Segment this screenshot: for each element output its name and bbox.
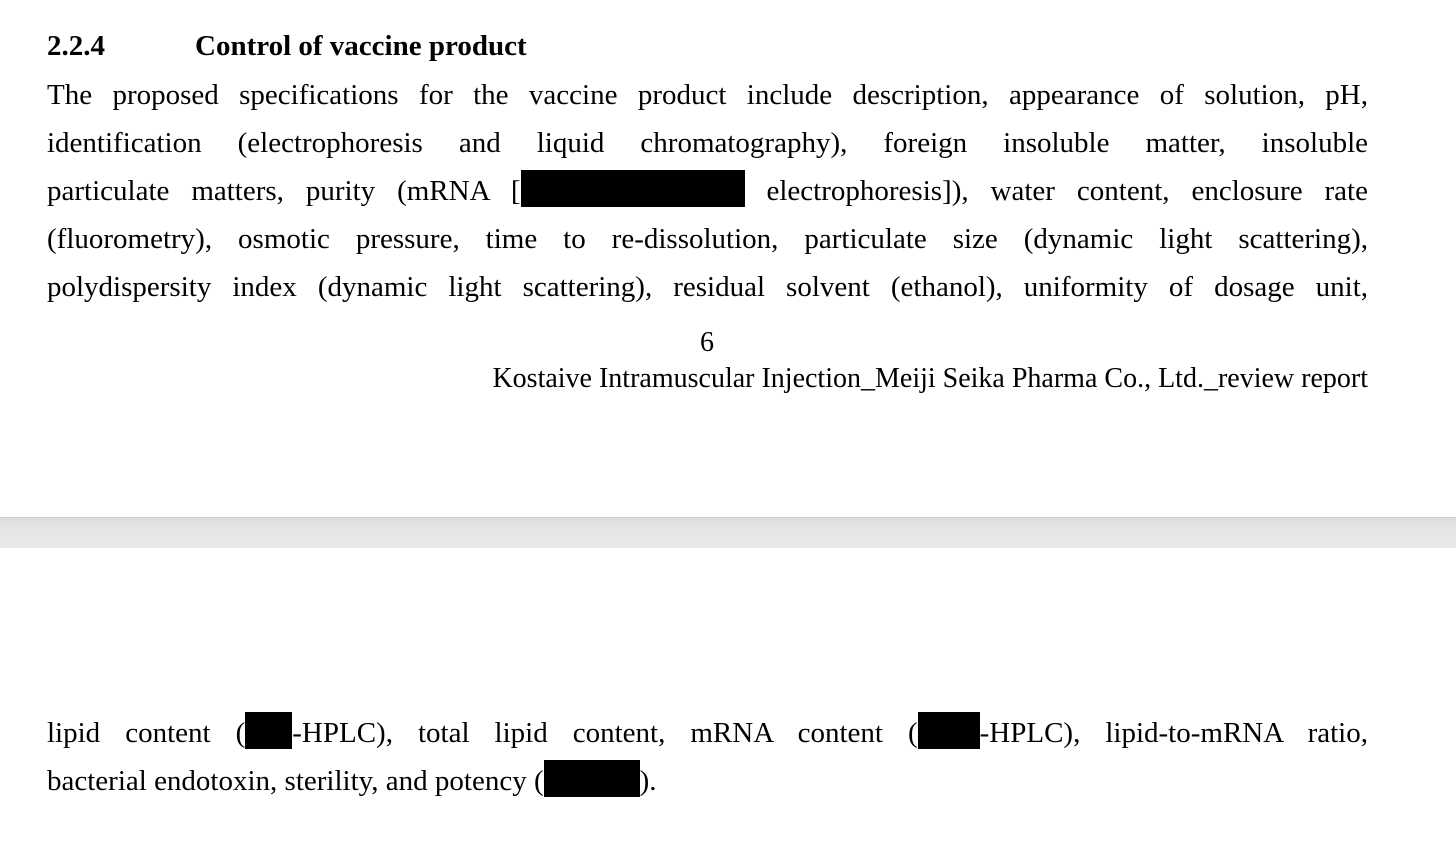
text-segment: lipid content ( — [47, 717, 246, 749]
redaction-box — [544, 760, 640, 797]
redaction-box — [918, 712, 980, 749]
paragraph-line: identification (electrophoresis and liquid chromatography), foreign insoluble matter, insoluble — [47, 127, 1368, 159]
paragraph-line: The proposed specifications for the vaccine product include description, appearance of solution, pH, — [47, 79, 1368, 111]
text-segment: ). — [639, 765, 657, 797]
page-footer: Kostaive Intramuscular Injection_Meiji Seika Pharma Co., Ltd._review report — [492, 363, 1368, 394]
redaction-box — [245, 712, 292, 749]
paragraph-line — [47, 167, 1368, 215]
document-page-2 — [0, 548, 1456, 848]
section-heading — [47, 28, 527, 64]
text-segment: -HPLC), lipid-to-mRNA ratio, — [979, 717, 1368, 749]
page-separator — [0, 517, 1456, 549]
paragraph-continuation — [47, 709, 1368, 805]
redaction-box — [521, 170, 745, 207]
section-number: 2.2.4 — [47, 30, 105, 62]
text-segment: electrophoresis]), water content, enclosure rate — [744, 175, 1368, 207]
paragraph-specifications — [47, 71, 1368, 311]
paragraph-line: polydispersity index (dynamic light scattering), residual solvent (ethanol), uniformity of dosage unit, — [47, 271, 1368, 303]
paragraph-line — [47, 709, 1368, 757]
page-number: 6 — [700, 327, 714, 358]
text-segment: -HPLC), total lipid content, mRNA content ( — [292, 717, 918, 749]
text-segment: bacterial endotoxin, sterility, and potency ( — [47, 765, 544, 797]
paragraph-line — [47, 757, 1368, 805]
section-title: Control of vaccine product — [195, 30, 527, 62]
text-segment: particulate matters, purity (mRNA [ — [47, 175, 521, 207]
paragraph-line: (fluorometry), osmotic pressure, time to re-dissolution, particulate size (dynamic light scattering), — [47, 223, 1368, 255]
